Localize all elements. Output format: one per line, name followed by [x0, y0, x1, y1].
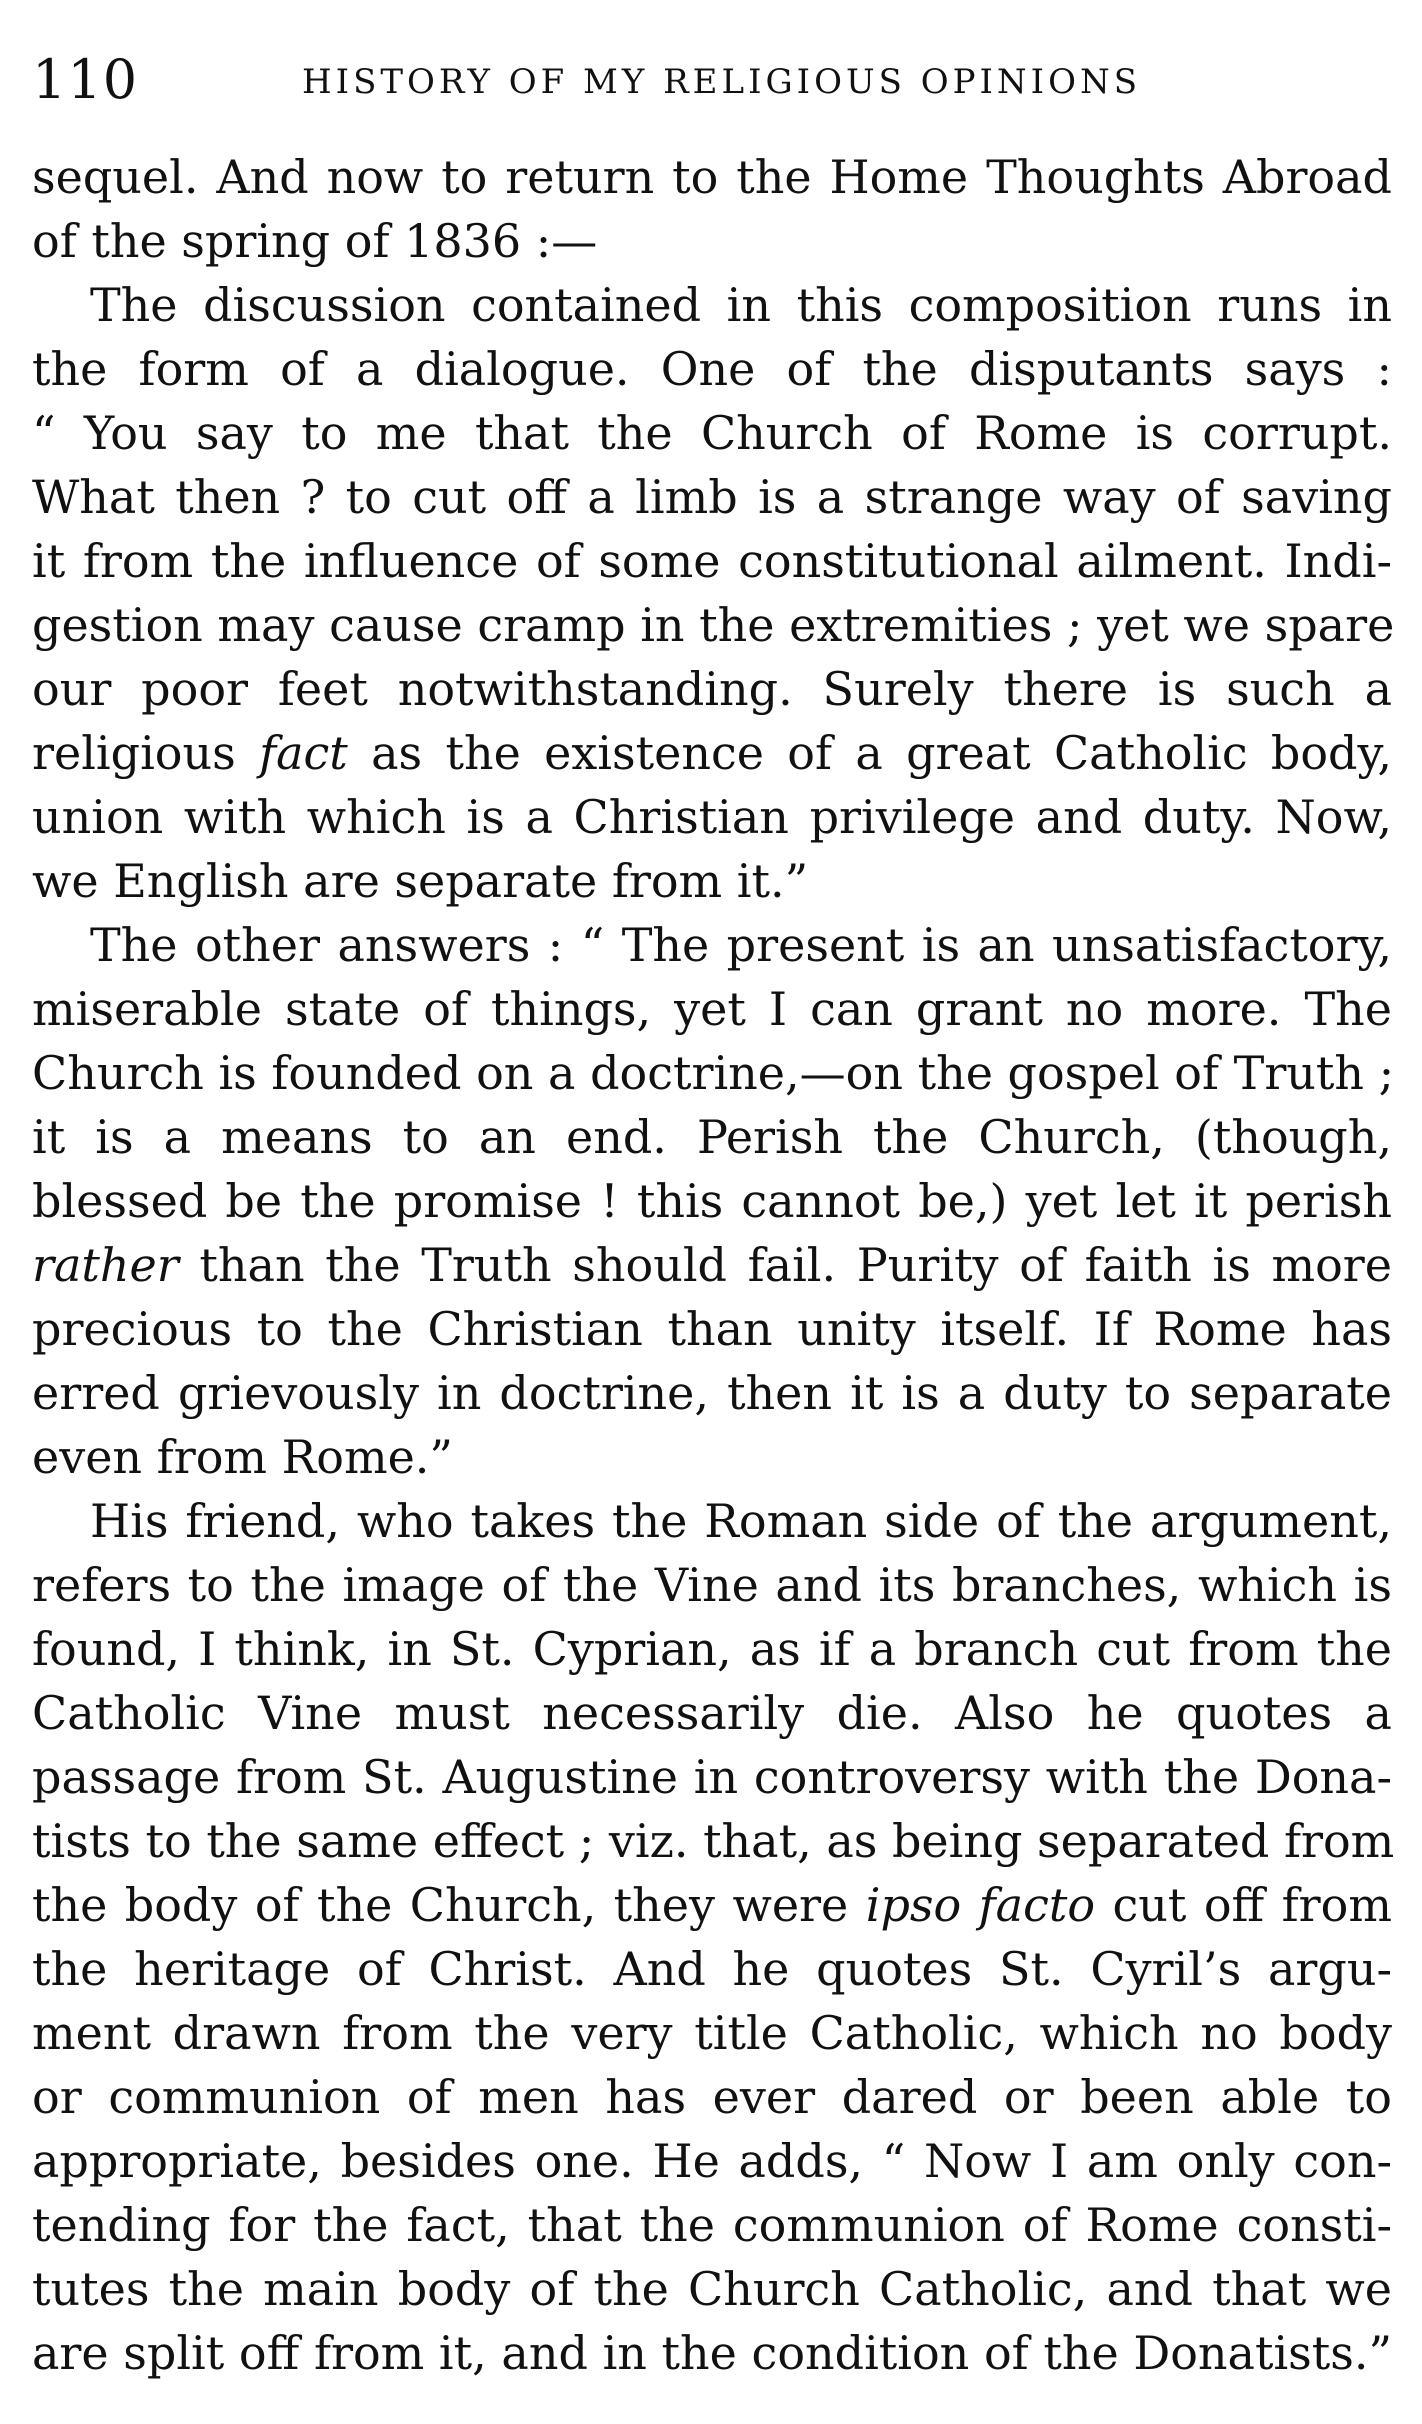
- text-line: found, I think, in St. Cyprian, as if a branch cut from the: [32, 1622, 1392, 1676]
- italic-phrase: rather: [32, 1238, 179, 1292]
- text-line: appropriate, besides one. He adds, “ Now I am only con-: [32, 2134, 1392, 2188]
- text-run: the body of the Church, they were: [32, 1878, 866, 1932]
- text-line: Church is founded on a doctrine,—on the gospel of Truth ;: [32, 1046, 1395, 1100]
- text-line: tists to the same effect ; viz. that, as being separated from: [32, 1814, 1395, 1868]
- text-line: we English are separate from it.”: [32, 854, 809, 908]
- body-text: [32, 145, 1395, 2385]
- text-line: What then ? to cut off a limb is a strange way of saving: [32, 470, 1392, 524]
- text-line: tending for the fact, that the communion of Rome consti-: [32, 2198, 1392, 2252]
- text-run: as the existence of a great Catholic body,: [347, 726, 1393, 780]
- text-line: blessed be the promise ! this cannot be,) yet let it perish: [32, 1174, 1392, 1228]
- text-line: it is a means to an end. Perish the Church, (though,: [32, 1110, 1392, 1164]
- italic-phrase: ipso facto: [865, 1878, 1096, 1932]
- text-line: The discussion contained in this composition runs in: [90, 278, 1392, 332]
- text-line: precious to the Christian than unity itself. If Rome has: [32, 1302, 1392, 1356]
- text-line: [32, 1873, 1392, 1937]
- page-header: [32, 40, 1392, 120]
- text-line: The other answers : “ The present is an unsatisfactory,: [90, 918, 1392, 972]
- text-line: passage from St. Augustine in controversy with the Dona-: [32, 1750, 1392, 1804]
- text-line: gestion may cause cramp in the extremities ; yet we spare: [32, 598, 1395, 652]
- text-run: cut off from: [1095, 1878, 1392, 1932]
- text-line: sequel. And now to return to the Home Thoughts Abroad: [32, 150, 1392, 204]
- text-line: are split off from it, and in the condition of the Donatists.”: [32, 2326, 1392, 2380]
- text-line: refers to the image of the Vine and its branches, which is: [32, 1558, 1392, 1612]
- page-number: 110: [32, 48, 139, 111]
- text-line: His friend, who takes the Roman side of the argument,: [90, 1494, 1392, 1548]
- text-run: than the Truth should fail. Purity of faith is more: [178, 1238, 1392, 1292]
- italic-phrase: fact: [259, 726, 348, 780]
- text-line: miserable state of things, yet I can grant no more. The: [32, 982, 1392, 1036]
- running-title: HISTORY OF MY RELIGIOUS OPINIONS: [302, 62, 1141, 102]
- text-run: religious: [32, 726, 260, 780]
- text-line: tutes the main body of the Church Catholic, and that we: [32, 2262, 1392, 2316]
- text-line: or communion of men has ever dared or been able to: [32, 2070, 1392, 2124]
- text-line: Catholic Vine must necessarily die. Also he quotes a: [32, 1686, 1392, 1740]
- text-line: the form of a dialogue. One of the disputants says :: [32, 342, 1392, 396]
- text-line: “ You say to me that the Church of Rome is corrupt.: [32, 406, 1392, 460]
- text-line: it from the influence of some constitutional ailment. Indi-: [32, 534, 1392, 588]
- text-line: the heritage of Christ. And he quotes St. Cyril’s argu-: [32, 1942, 1392, 1996]
- text-line: [32, 721, 1392, 785]
- text-line: erred grievously in doctrine, then it is a duty to separate: [32, 1366, 1392, 1420]
- text-line: ment drawn from the very title Catholic, which no body: [32, 2006, 1392, 2060]
- text-line: of the spring of 1836 :—: [32, 214, 598, 268]
- text-line: union with which is a Christian privilege and duty. Now,: [32, 790, 1392, 844]
- text-line: [32, 1233, 1392, 1297]
- text-line: our poor feet notwithstanding. Surely there is such a: [32, 662, 1392, 716]
- text-line: even from Rome.”: [32, 1430, 453, 1484]
